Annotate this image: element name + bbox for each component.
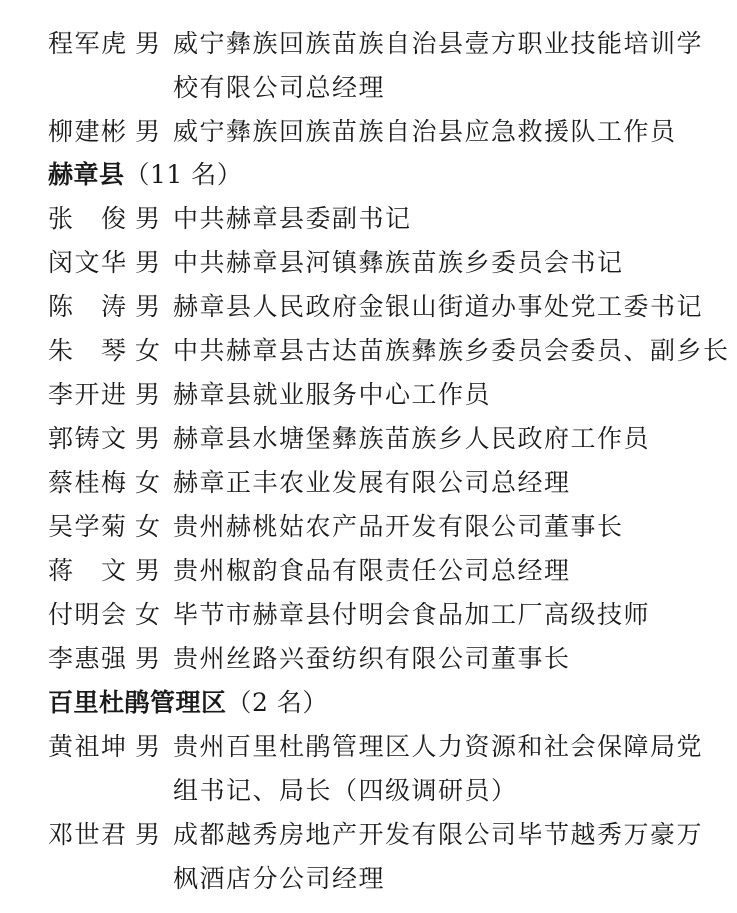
- person-gender: 女: [135, 600, 161, 629]
- person-title-continued: 枫酒店分公司经理: [173, 864, 386, 893]
- person-name: 邓世君: [48, 820, 126, 849]
- person-name: 朱琴: [48, 336, 126, 365]
- list-item: [0, 22, 737, 66]
- person-title: 毕节市赫章县付明会食品加工厂高级技师: [173, 600, 651, 629]
- person-title: 贵州百里杜鹃管理区人力资源和社会保障局党: [173, 732, 704, 761]
- person-name: 黄祖坤: [48, 732, 126, 761]
- person-gender: 男: [135, 117, 161, 146]
- list-item: [0, 373, 737, 417]
- person-gender: 女: [135, 468, 161, 497]
- person-title: 中共赫章县古达苗族彝族乡委员会委员、副乡长: [173, 336, 730, 365]
- section-count: （11 名）: [124, 160, 243, 189]
- person-title-continued: 校有限公司总经理: [173, 73, 386, 102]
- list-item: [0, 813, 737, 857]
- person-gender: 男: [135, 292, 161, 321]
- person-title: 贵州丝路兴蚕纺织有限公司董事长: [173, 644, 571, 673]
- person-title: 赫章县就业服务中心工作员: [173, 380, 492, 409]
- person-title: 中共赫章县委副书记: [173, 204, 412, 233]
- list-item: [0, 725, 737, 769]
- person-gender: 男: [135, 732, 161, 761]
- person-title: 赫章县人民政府金银山街道办事处党工委书记: [173, 292, 704, 321]
- person-gender: 女: [135, 512, 161, 541]
- list-item: [0, 241, 737, 285]
- person-title: 贵州赫桃姑农产品开发有限公司董事长: [173, 512, 624, 541]
- list-item: [0, 593, 737, 637]
- person-gender: 男: [135, 820, 161, 849]
- person-title: 成都越秀房地产开发有限公司毕节越秀万豪万: [173, 820, 704, 849]
- list-item: [0, 549, 737, 593]
- person-gender: 男: [135, 556, 161, 585]
- person-name: 郭铸文: [48, 424, 126, 453]
- list-item: [0, 329, 737, 373]
- list-item: [0, 461, 737, 505]
- list-item-continuation: [0, 66, 737, 110]
- person-title: 威宁彝族回族苗族自治县应急救援队工作员: [173, 117, 677, 146]
- person-gender: 男: [135, 29, 161, 58]
- person-gender: 男: [135, 644, 161, 673]
- person-gender: 男: [135, 424, 161, 453]
- person-name: 柳建彬: [48, 117, 126, 146]
- person-gender: 男: [135, 204, 161, 233]
- person-name: 李惠强: [48, 644, 126, 673]
- list-item-continuation: [0, 857, 737, 901]
- person-name: 蔡桂梅: [48, 468, 126, 497]
- person-name: 陈涛: [48, 292, 126, 321]
- person-title-continued: 组书记、局长（四级调研员）: [173, 776, 518, 805]
- section-count: （2 名）: [226, 688, 328, 717]
- person-name: 付明会: [48, 600, 126, 629]
- person-name: 吴学菊: [48, 512, 126, 541]
- person-gender: 女: [135, 336, 161, 365]
- list-item: [0, 285, 737, 329]
- person-name: 闵文华: [48, 248, 126, 277]
- person-gender: 男: [135, 380, 161, 409]
- section-heading: [0, 153, 737, 197]
- person-gender: 男: [135, 248, 161, 277]
- section-name: 赫章县: [48, 160, 125, 189]
- section-name: 百里杜鹃管理区: [48, 688, 227, 717]
- person-name: 张俊: [48, 204, 126, 233]
- person-name: 程军虎: [48, 29, 126, 58]
- list-item: [0, 505, 737, 549]
- list-item-continuation: [0, 769, 737, 813]
- person-title: 贵州椒韵食品有限责任公司总经理: [173, 556, 571, 585]
- person-title: 赫章县水塘堡彝族苗族乡人民政府工作员: [173, 424, 651, 453]
- person-name: 李开进: [48, 380, 126, 409]
- person-title: 威宁彝族回族苗族自治县壹方职业技能培训学: [173, 29, 704, 58]
- person-title: 赫章正丰农业发展有限公司总经理: [173, 468, 571, 497]
- section-heading: [0, 681, 737, 725]
- person-title: 中共赫章县河镇彝族苗族乡委员会书记: [173, 248, 624, 277]
- list-item: [0, 637, 737, 681]
- list-item: [0, 197, 737, 241]
- list-item: [0, 110, 737, 154]
- person-name: 蒋文: [48, 556, 126, 585]
- list-item: [0, 417, 737, 461]
